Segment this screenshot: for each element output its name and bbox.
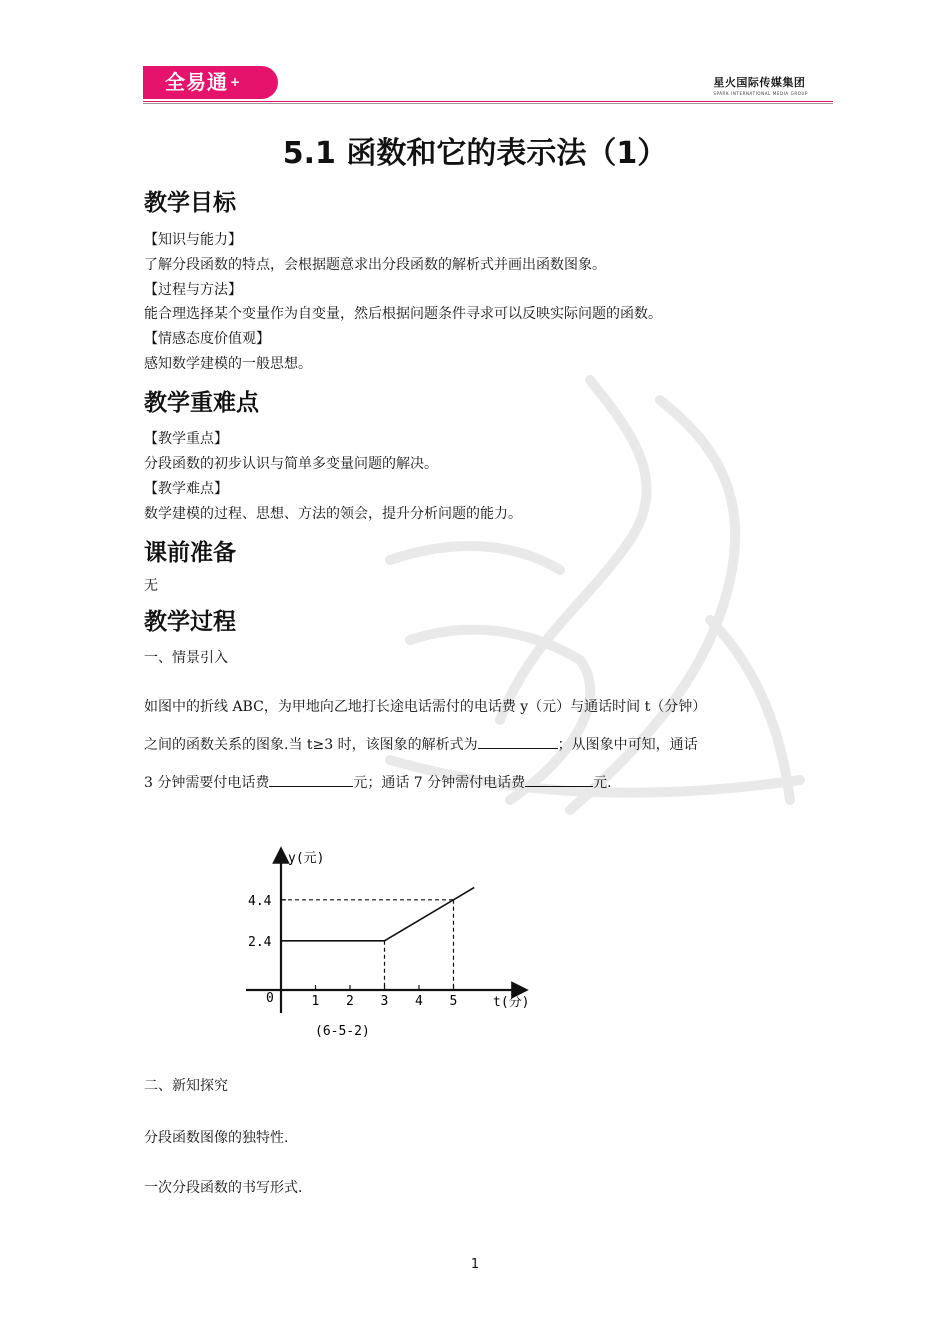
x-tick-label-1: 1: [311, 994, 320, 1009]
header-divider-secondary: [143, 103, 833, 104]
question-line-1: 如图中的折线 ABC，为甲地向乙地打长途电话需付的电话费 y（元）与通话时间 t（分钟）: [144, 699, 707, 715]
origin-label: 0: [266, 991, 274, 1006]
goal-knowledge-label: 【知识与能力】: [144, 232, 242, 248]
answer-blank-7min[interactable]: [525, 772, 593, 787]
publisher-name: 星火国际传媒集团: [713, 76, 806, 89]
figure-caption: (6-5-2): [315, 1024, 370, 1039]
page-number: 1: [470, 1257, 480, 1272]
step-explore: 二、新知探究: [144, 1078, 228, 1094]
brand-logo: [143, 66, 278, 99]
difficulty-label: 【教学难点】: [144, 481, 228, 497]
x-tick-label-5: 5: [449, 994, 458, 1009]
section-heading-process: 教学过程: [144, 609, 236, 635]
goal-knowledge-text: 了解分段函数的特点，会根据题意求出分段函数的解析式并画出函数图象。: [144, 257, 606, 273]
goal-process-text: 能合理选择某个变量作为自变量，然后根据问题条件寻求可以反映实际问题的函数。: [144, 306, 662, 322]
x-tick-label-3: 3: [380, 994, 389, 1009]
section-heading-goals: 教学目标: [144, 190, 236, 216]
question-line-3a: 3 分钟需要付电话费: [144, 775, 270, 791]
goal-emotion-text: 感知数学建模的一般思想。: [144, 356, 312, 372]
publisher: [713, 74, 808, 96]
explore-point-1: 分段函数图像的独特性.: [144, 1130, 289, 1146]
goal-emotion-label: 【情感态度价值观】: [144, 331, 270, 347]
question-line-3c: 元.: [593, 775, 612, 791]
keypoint-label: 【教学重点】: [144, 431, 228, 447]
series-line-abc: [281, 888, 474, 941]
y-tick-label-2.4: 2.4: [248, 934, 272, 950]
x-tick-label-4: 4: [415, 994, 423, 1009]
goal-process-label: 【过程与方法】: [144, 282, 242, 298]
phone-fee-graph: [240, 845, 550, 1045]
header-divider: [143, 101, 833, 102]
keypoint-text: 分段函数的初步认识与简单多变量问题的解决。: [144, 456, 438, 472]
explore-point-2: 一次分段函数的书写形式.: [144, 1180, 303, 1196]
x-axis-label: t(分): [493, 995, 530, 1010]
page-header: [143, 66, 833, 104]
question-line-3b: 元；通话 7 分钟需付电话费: [353, 775, 526, 791]
question-line-2b: ；从图象中可知，通话: [557, 737, 698, 753]
logo-text: 全易通: [165, 70, 228, 94]
question-line-2a: 之间的函数关系的图象.当 t≥3 时，该图象的解析式为: [144, 737, 478, 753]
section-heading-keypoints: 教学重难点: [144, 390, 259, 416]
question-line-2: [144, 734, 698, 754]
step-intro: 一、情景引入: [144, 650, 228, 666]
x-tick-label-2: 2: [346, 994, 354, 1009]
y-axis-label: y(元): [288, 851, 325, 866]
publisher-name-en: SPARK INTERNATIONAL MEDIA GROUP: [713, 91, 808, 96]
prep-text: 无: [144, 578, 158, 594]
section-heading-prep: 课前准备: [144, 540, 236, 566]
sparkle-icon: +: [230, 75, 242, 89]
y-tick-label-4.4: 4.4: [248, 893, 272, 909]
answer-blank-formula[interactable]: [478, 734, 558, 749]
answer-blank-3min[interactable]: [269, 772, 353, 787]
question-line-3: [144, 772, 612, 792]
page-title: 5.1 函数和它的表示法（1）: [282, 136, 668, 171]
difficulty-text: 数学建模的过程、思想、方法的领会，提升分析问题的能力。: [144, 506, 522, 522]
